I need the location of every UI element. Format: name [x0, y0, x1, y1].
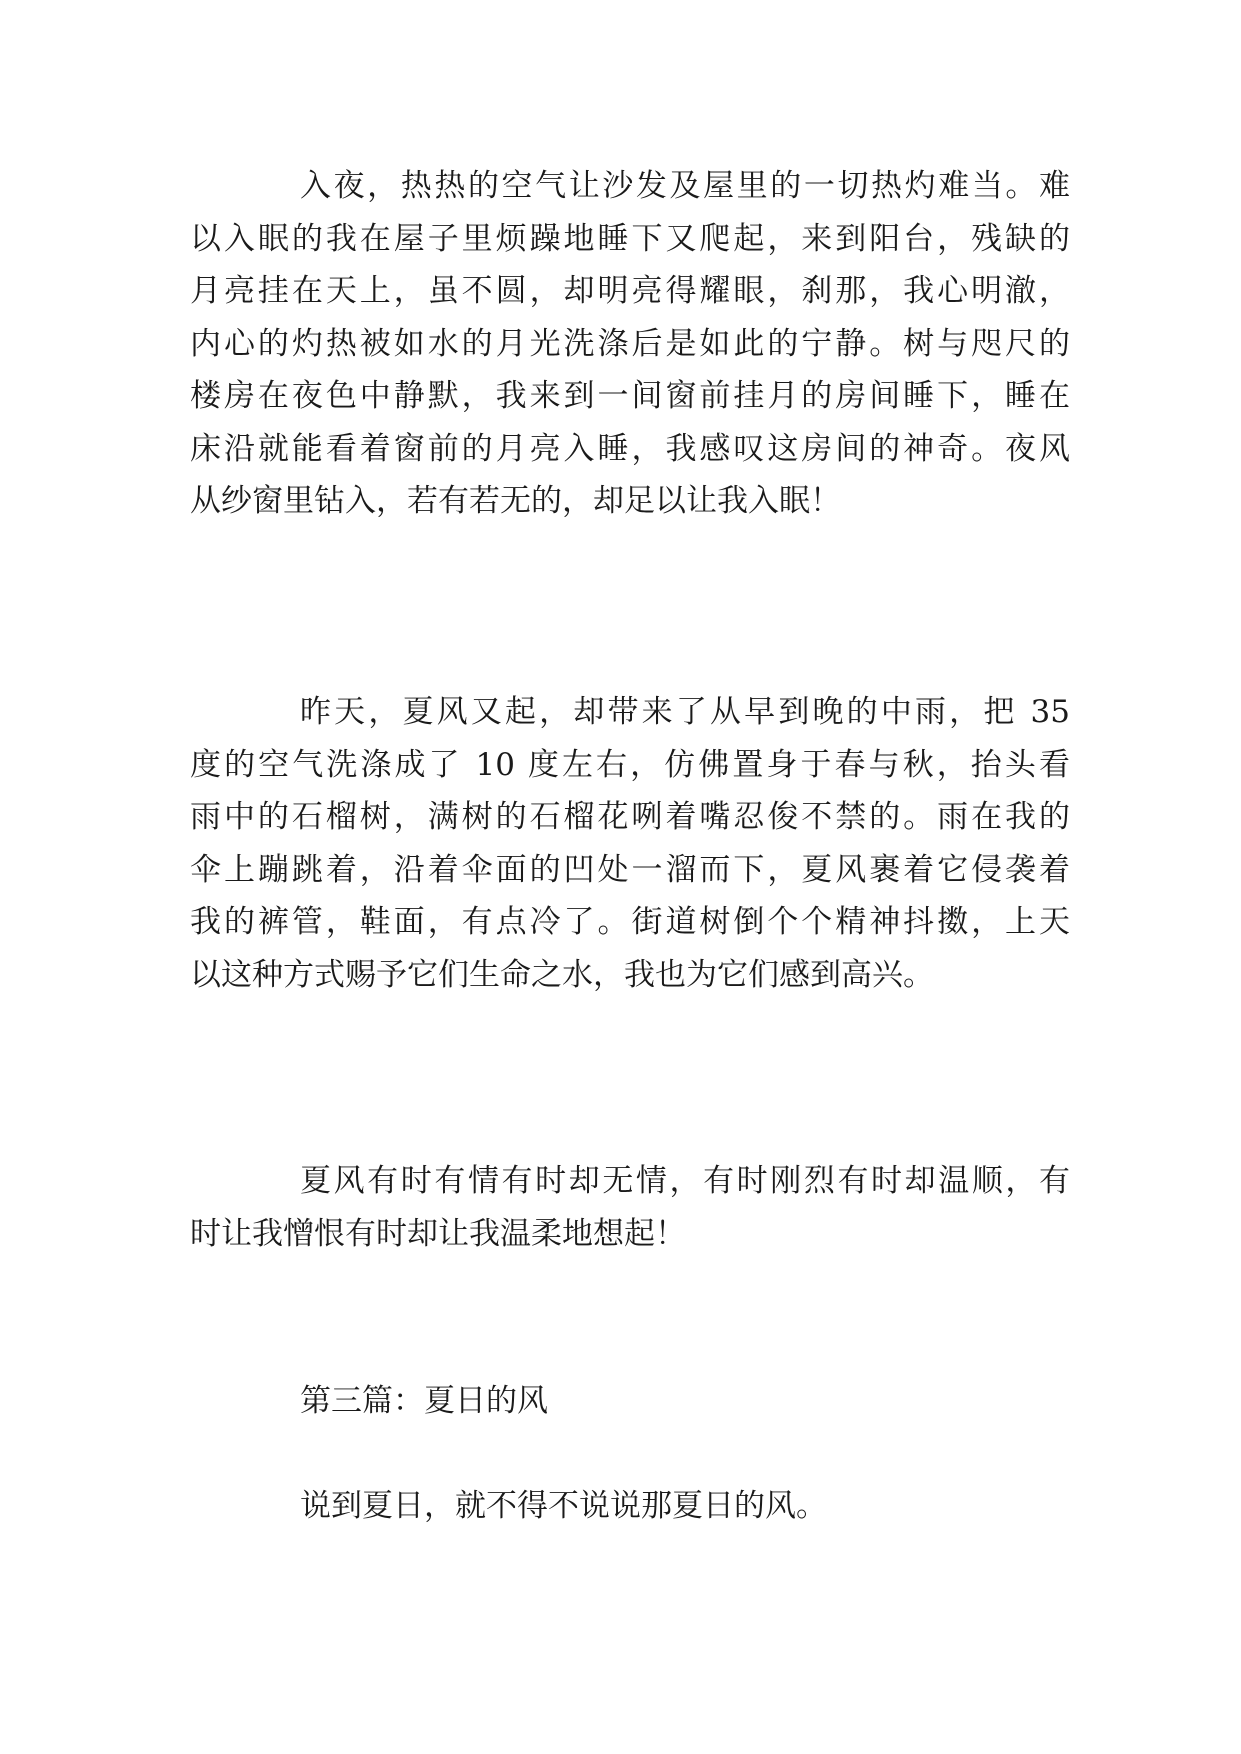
- paragraph-line: 雨中的石榴树，满树的石榴花咧着嘴忍俊不禁的。雨在我的: [190, 799, 1070, 835]
- paragraph-line: 月亮挂在天上，虽不圆，却明亮得耀眼，刹那，我心明澈，: [190, 273, 1070, 309]
- paragraph-line: 昨天，夏风又起，却带来了从早到晚的中雨，把 35: [300, 694, 1070, 730]
- paragraph-line: 说到夏日，就不得不说说那夏日的风。: [300, 1488, 827, 1524]
- section-heading: [190, 1375, 1070, 1428]
- section-heading-text: 第三篇：夏日的风: [300, 1383, 548, 1419]
- paragraph-line: 床沿就能看着窗前的月亮入睡，我感叹这房间的神奇。夜风: [190, 430, 1070, 467]
- paragraph-summer-rain: [190, 686, 1070, 1001]
- paragraph-line: 夏风有时有情有时却无情，有时刚烈有时却温顺，有: [300, 1163, 1070, 1199]
- paragraph-line: 伞上蹦跳着，沿着伞面的凹处一溜而下，夏风裹着它侵袭着: [190, 851, 1070, 888]
- paragraph-line: 内心的灼热被如水的月光洗涤后是如此的宁静。树与咫尺的: [190, 325, 1070, 362]
- paragraph-line: 从纱窗里钻入，若有若无的，却足以让我入眠！: [190, 483, 841, 519]
- paragraph-line: 以入眠的我在屋子里烦躁地睡下又爬起，来到阳台，残缺的: [190, 220, 1070, 257]
- paragraph-line: 度的空气洗涤成了 10 度左右，仿佛置身于春与秋，抬头看: [190, 746, 1070, 783]
- paragraph-summer-wind-moods: [190, 1155, 1070, 1260]
- paragraph-line: 以这种方式赐予它们生命之水，我也为它们感到高兴。: [190, 956, 934, 993]
- closing-paragraph: [190, 1480, 1070, 1533]
- paragraph-line: 入夜，热热的空气让沙发及屋里的一切热灼难当。难: [300, 168, 1070, 204]
- paragraph-line: 我的裤管，鞋面，有点冷了。街道树倒个个精神抖擞，上天: [190, 904, 1070, 940]
- paragraph-line: 楼房在夜色中静默，我来到一间窗前挂月的房间睡下，睡在: [190, 378, 1070, 414]
- paragraph-line: 时让我憎恨有时却让我温柔地想起！: [190, 1215, 686, 1252]
- paragraph-night-moon: [190, 160, 1070, 528]
